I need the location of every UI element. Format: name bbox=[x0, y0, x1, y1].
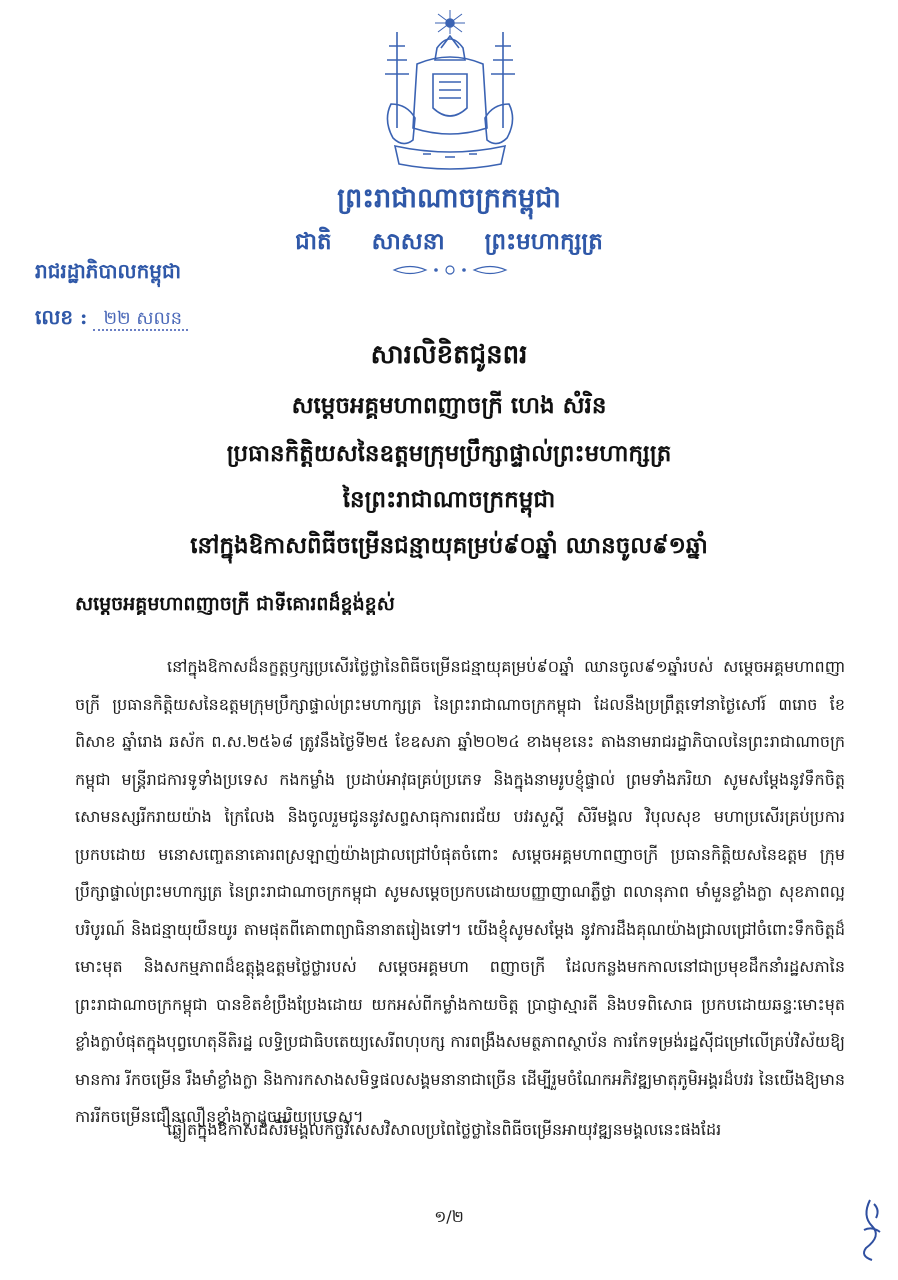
recipient-position: ប្រធានកិត្តិយសនៃឧត្តមក្រុមប្រឹក្សាផ្ទាល់ព្រះមហាក្សត្រ bbox=[226, 440, 672, 467]
page-number: ១/២ bbox=[434, 1207, 464, 1226]
salutation: សម្តេចអគ្គមហាពញាចក្រី ជាទីគោរពដ៏ខ្ពង់ខ្ពស់ bbox=[75, 593, 395, 615]
reference-number: ២២ សលន bbox=[93, 308, 188, 331]
recipient-kingdom: នៃព្រះរាជាណាចក្រកម្ពុជា bbox=[342, 486, 556, 513]
paragraph-1: នៅក្នុងឱកាសដ៏នក្ខត្តឫក្សប្រសើរថ្លៃថ្លានៃពិធីចម្រើនជន្មាយុគម្រប់៩០ឆ្នាំ ឈានចូល៩១ឆ្នាំរបស់ សម្តេចអគ្គមហាពញាចក្រី ប្រធានកិត្តិយសនៃឧត្តមក្រុមប្រឹក្សាផ្ទាល់ព្រះមហាក្សត្រ នៃព្រះរាជាណាចក្រកម្ពុជា ដែលនឹងប្រព្រឹត្តទៅនាថ្ងៃសៅរ៍ ៣រោច ខែពិសាខ ឆ្នាំរោង ឆស័ក ព.ស.២៥៦៨ ត្រូវនឹងថ្ងៃទី២៥ ខែឧសភា ឆ្នាំ២០២៤ ខាងមុខនេះ តាងនាមរាជរដ្ឋាភិបាលនៃព្រះរាជាណាចក្រកម្ពុជា មន្ត្រីរាជការទូទាំងប្រទេស កងកម្លាំង ប្រដាប់អាវុធគ្រប់ប្រភេទ និងក្នុងនាមរូបខ្ញុំផ្ទាល់ ព្រមទាំងភរិយា សូមសម្តែងនូវទឹកចិត្តសោមនស្សរីករាយយ៉ាង ក្រៃលែង និងចូលរួមជូននូវសព្ទសាធុការពរជ័យ បវរសួស្តី សិរីមង្គល វិបុលសុខ មហាប្រសើរគ្រប់ប្រការ ប្រកបដោយ មនោសញ្ចេតនាគោរពស្រឡាញ់យ៉ាងជ្រាលជ្រៅបំផុតចំពោះ សម្តេចអគ្គមហាពញាចក្រី ប្រធានកិត្តិយសនៃឧត្តម ក្រុមប្រឹក្សាផ្ទាល់ព្រះមហាក្សត្រ នៃព្រះរាជាណាចក្រកម្ពុជា សូមសម្តេចប្រកបដោយបញ្ញាញាណភ្លឺថ្លា ពលានុភាព មាំមួនខ្លាំងក្លា សុខភាពល្អបរិបូរណ៍ និងជន្មាយុយឺនយូរ តាមផុតពីគោពាព្យាធិនានាតរៀងទៅ។ យើងខ្ញុំសូមសម្តែង នូវការដឹងគុណយ៉ាងជ្រាលជ្រៅចំពោះទឹកចិត្តដ៏មោះមុត និងសកម្មភាពដ៏ឧត្តុង្គឧត្តមថ្លៃថ្លារបស់ សម្តេចអគ្គមហា ពញាចក្រី ដែលកន្លងមកកាលនៅជាប្រមុខដឹកនាំរដ្ឋសភានៃព្រះរាជាណាចក្រកម្ពុជា បានខិតខំប្រឹងប្រែងដោយ យកអស់ពីកម្លាំងកាយចិត្ត ប្រាជ្ញាស្មារតី និងបទពិសោធ ប្រកបដោយឆន្ទៈមោះមុតខ្លាំងក្លាបំផុតក្នុងបុព្វហេតុនីតិរដ្ឋ លទ្ធិប្រជាធិបតេយ្យសេរីពហុបក្ស ការពង្រឹងសមត្ថភាពស្ថាប័ន ការកែទម្រង់រដ្ឋស៊ីជម្រៅលើគ្រប់វិស័យឱ្យមានការ រីកចម្រើន រឹងមាំខ្លាំងក្លា និងការកសាងសមិទ្ធផលសង្គមនានាជាច្រើន ដើម្បីរួមចំណែកអភិវឌ្ឍមាតុភូមិអង្គរដ៏បវរ នៃយើងឱ្យមានការរីកចម្រើនជឿនលឿនខ្លាំងក្លាដូចអរិយប្រទេស។ bbox=[75, 657, 845, 1126]
government-name: រាជរដ្ឋាភិបាលកម្ពុជា bbox=[35, 259, 181, 283]
motto-religion: សាសនា bbox=[371, 228, 445, 255]
royal-coat-of-arms-icon bbox=[375, 8, 525, 173]
national-motto bbox=[0, 228, 898, 261]
handwritten-initial-icon bbox=[852, 1196, 888, 1266]
reference-label: លេខ : bbox=[35, 305, 88, 329]
letter-title: សារលិខិតជូនពរ bbox=[370, 340, 528, 370]
motto-king: ព្រះមហាក្សត្រ bbox=[484, 228, 603, 255]
paragraph-2: ឆ្លៀតក្នុងឱកាសដ៏សិរីមង្គលកិច្ចវិសេសវិសាលប្រពៃថ្លៃថ្លានៃពិធីចម្រើនអាយុវឌ្ឍនមង្គលនេះផងដែរ bbox=[167, 1120, 722, 1139]
recipient-name: សម្តេចអគ្គមហាពញាចក្រី ហេង សំរិន bbox=[291, 392, 607, 419]
reference-line bbox=[35, 304, 188, 334]
motto-nation: ជាតិ bbox=[295, 228, 332, 255]
occasion-title: នៅក្នុងឱកាសពិធីចម្រើនជន្មាយុគម្រប់៩០ឆ្នាំ ឈានចូល៩១ឆ្នាំ bbox=[190, 532, 708, 559]
letter-body bbox=[75, 648, 845, 1136]
kingdom-name: ព្រះរាជាណាចក្រកម្ពុជា bbox=[337, 183, 561, 214]
header-ornament-icon bbox=[390, 263, 510, 277]
